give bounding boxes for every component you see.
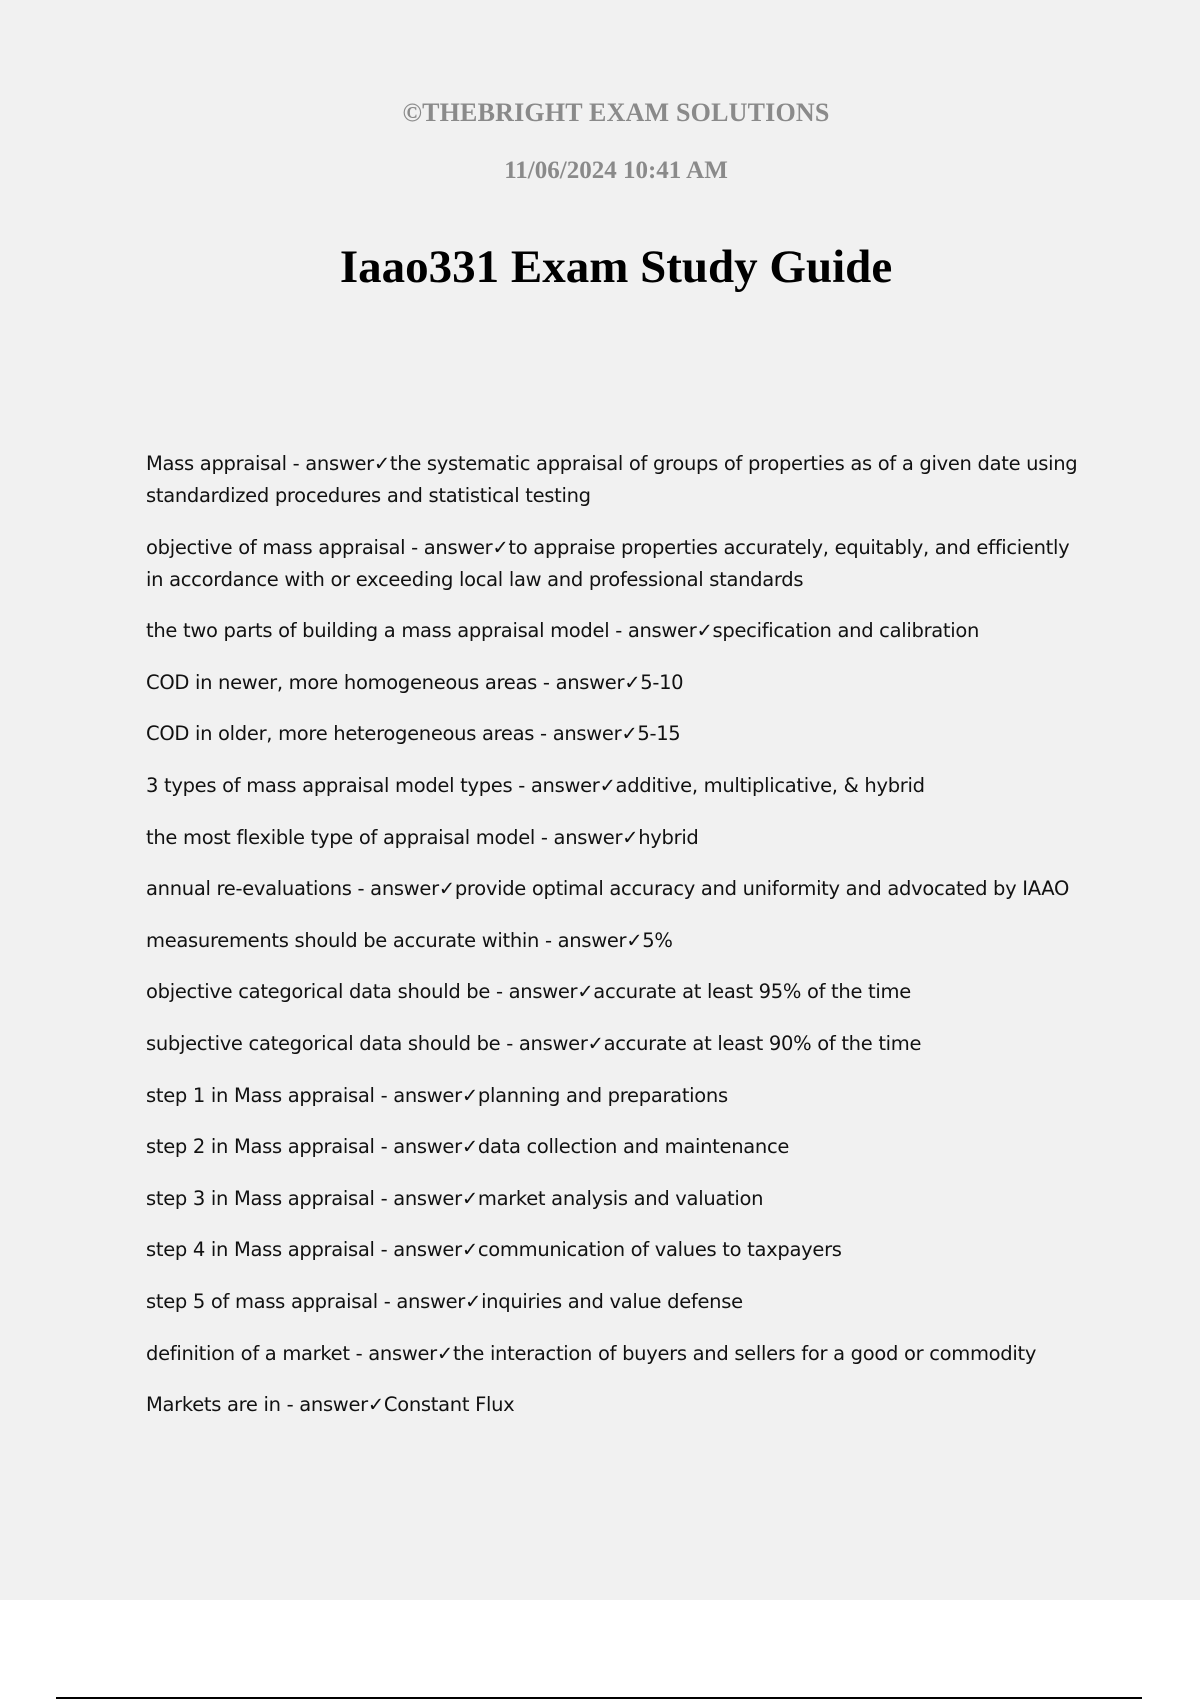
qa-term: measurements should be accurate within <box>146 928 540 952</box>
qa-term: subjective categorical data should be <box>146 1031 501 1055</box>
qa-separator: - answer✓ <box>280 1393 384 1417</box>
qa-separator: - answer✓ <box>374 1186 478 1210</box>
qa-answer: the systematic appraisal of groups of properties as of a given date using standardized procedures and statistical testing <box>146 452 1078 507</box>
qa-answer: 5-15 <box>637 722 681 746</box>
footer-divider <box>56 1697 1142 1699</box>
qa-item <box>146 1183 1086 1215</box>
qa-answer: Constant Flux <box>383 1393 515 1417</box>
qa-answer: market analysis and valuation <box>477 1186 764 1210</box>
qa-answer: the interaction of buyers and sellers for a good or commodity <box>452 1341 1037 1365</box>
qa-separator: - answer✓ <box>374 1238 478 1262</box>
qa-answer: specification and calibration <box>712 619 980 643</box>
qa-item <box>146 1389 1086 1421</box>
qa-term: the most flexible type of appraisal model <box>146 825 536 849</box>
qa-separator: - answer✓ <box>351 877 455 901</box>
qa-answer: planning and preparations <box>477 1083 728 1107</box>
qa-answer: 5% <box>642 928 673 952</box>
qa-term: COD in older, more heterogeneous areas <box>146 722 535 746</box>
qa-separator: - answer✓ <box>539 928 643 952</box>
qa-term: step 4 in Mass appraisal <box>146 1238 375 1262</box>
qa-term: the two parts of building a mass appraisal model <box>146 619 610 643</box>
qa-term: step 1 in Mass appraisal <box>146 1083 375 1107</box>
qa-separator: - answer✓ <box>374 1083 478 1107</box>
qa-term: COD in newer, more homogeneous areas <box>146 670 538 694</box>
qa-term: annual re-evaluations <box>146 877 352 901</box>
qa-item <box>146 1080 1086 1112</box>
qa-term: step 2 in Mass appraisal <box>146 1135 375 1159</box>
timestamp: 11/06/2024 10:41 AM <box>504 157 728 184</box>
qa-item <box>146 718 1086 750</box>
qa-separator: - answer✓ <box>490 980 594 1004</box>
page-title: Iaao331 Exam Study Guide <box>339 241 893 293</box>
qa-term: step 3 in Mass appraisal <box>146 1186 375 1210</box>
qa-separator: - answer✓ <box>349 1341 453 1365</box>
qa-item <box>146 1286 1086 1318</box>
qa-item <box>146 976 1086 1008</box>
qa-item <box>146 448 1086 512</box>
qa-answer: data collection and maintenance <box>477 1135 790 1159</box>
qa-term: Markets are in <box>146 1393 281 1417</box>
qa-answer: additive, multiplicative, & hybrid <box>615 773 925 797</box>
qa-term: step 5 of mass appraisal <box>146 1289 378 1313</box>
qa-item <box>146 925 1086 957</box>
qa-term: 3 types of mass appraisal model types <box>146 773 513 797</box>
qa-answer: 5-10 <box>640 670 684 694</box>
qa-item <box>146 1131 1086 1163</box>
qa-separator: - answer✓ <box>377 1289 482 1313</box>
qa-item <box>146 532 1086 596</box>
qa-answer: inquiries and value defense <box>481 1289 743 1313</box>
qa-term: Mass appraisal <box>146 452 287 475</box>
qa-separator: - answer✓ <box>512 773 616 797</box>
qa-item <box>146 1338 1086 1370</box>
qa-answer: to appraise properties accurately, equitably, and efficiently in accordance with or exceeding local law and professional standards <box>146 535 1070 591</box>
qa-item <box>146 1234 1086 1266</box>
qa-answer: accurate at least 95% of the time <box>593 980 911 1004</box>
qa-separator: - answer✓ <box>286 452 390 475</box>
qa-answer: accurate at least 90% of the time <box>603 1031 922 1055</box>
qa-separator: - answer✓ <box>537 670 641 694</box>
qa-separator: - answer✓ <box>500 1031 604 1055</box>
qa-separator: - answer✓ <box>535 825 639 849</box>
qa-list <box>146 448 1086 1441</box>
qa-item <box>146 770 1086 802</box>
qa-separator: - answer✓ <box>534 722 638 746</box>
qa-item <box>146 667 1086 699</box>
qa-answer: hybrid <box>638 825 699 849</box>
qa-item <box>146 615 1086 647</box>
qa-item <box>146 822 1086 854</box>
qa-item <box>146 873 1086 905</box>
qa-answer: provide optimal accuracy and uniformity and advocated by IAAO <box>454 877 1070 901</box>
qa-answer: communication of values to taxpayers <box>477 1238 842 1262</box>
brand-header: ©THEBRIGHT EXAM SOLUTIONS <box>402 98 830 127</box>
qa-term: objective categorical data should be <box>146 980 491 1004</box>
qa-separator: - answer✓ <box>374 1135 478 1159</box>
qa-separator: - answer✓ <box>405 535 509 559</box>
qa-item <box>146 1028 1086 1060</box>
qa-term: definition of a market <box>146 1341 350 1365</box>
qa-term: objective of mass appraisal <box>146 535 406 559</box>
qa-separator: - answer✓ <box>609 619 713 643</box>
